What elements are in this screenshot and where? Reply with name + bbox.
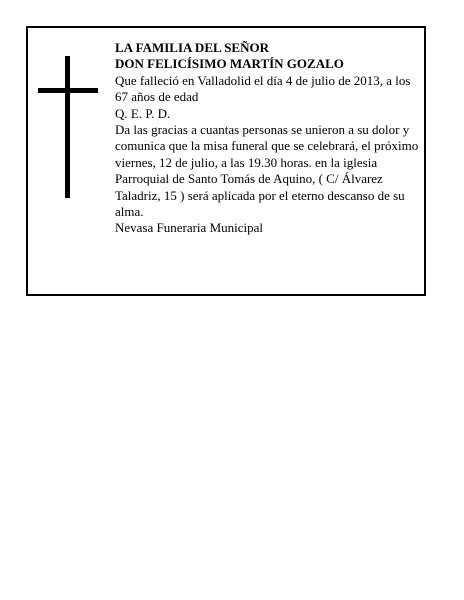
heading-deceased-name: DON FELICÍSIMO MARTÍN GOZALO [115, 56, 344, 72]
rip-line: Q. E. P. D. [115, 105, 171, 121]
cross-horizontal-bar [38, 88, 98, 93]
cross-vertical-bar [65, 56, 70, 198]
obituary-text [115, 40, 420, 237]
death-details: Que falleció en Valladolid el día 4 de julio de 2013, a los 67 años de edad [115, 72, 411, 105]
obituary-notice [26, 26, 426, 296]
funeral-home-signature: Nevasa Funeraria Municipal [115, 220, 264, 236]
cross-icon [38, 56, 98, 198]
funeral-announcement: Da las gracias a cuantas personas se unieron a su dolor y comunica que la misa funeral que se celebrará, el próximo viernes, 12 de julio, a las 19.30 horas. en la iglesia Parroquial de Santo Tomás de Aquino, ( C/ Álvarez Taladriz, 15 ) será aplicada por el eterno descanso de su alma. [115, 122, 419, 220]
heading-family: LA FAMILIA DEL SEÑOR [115, 40, 269, 55]
